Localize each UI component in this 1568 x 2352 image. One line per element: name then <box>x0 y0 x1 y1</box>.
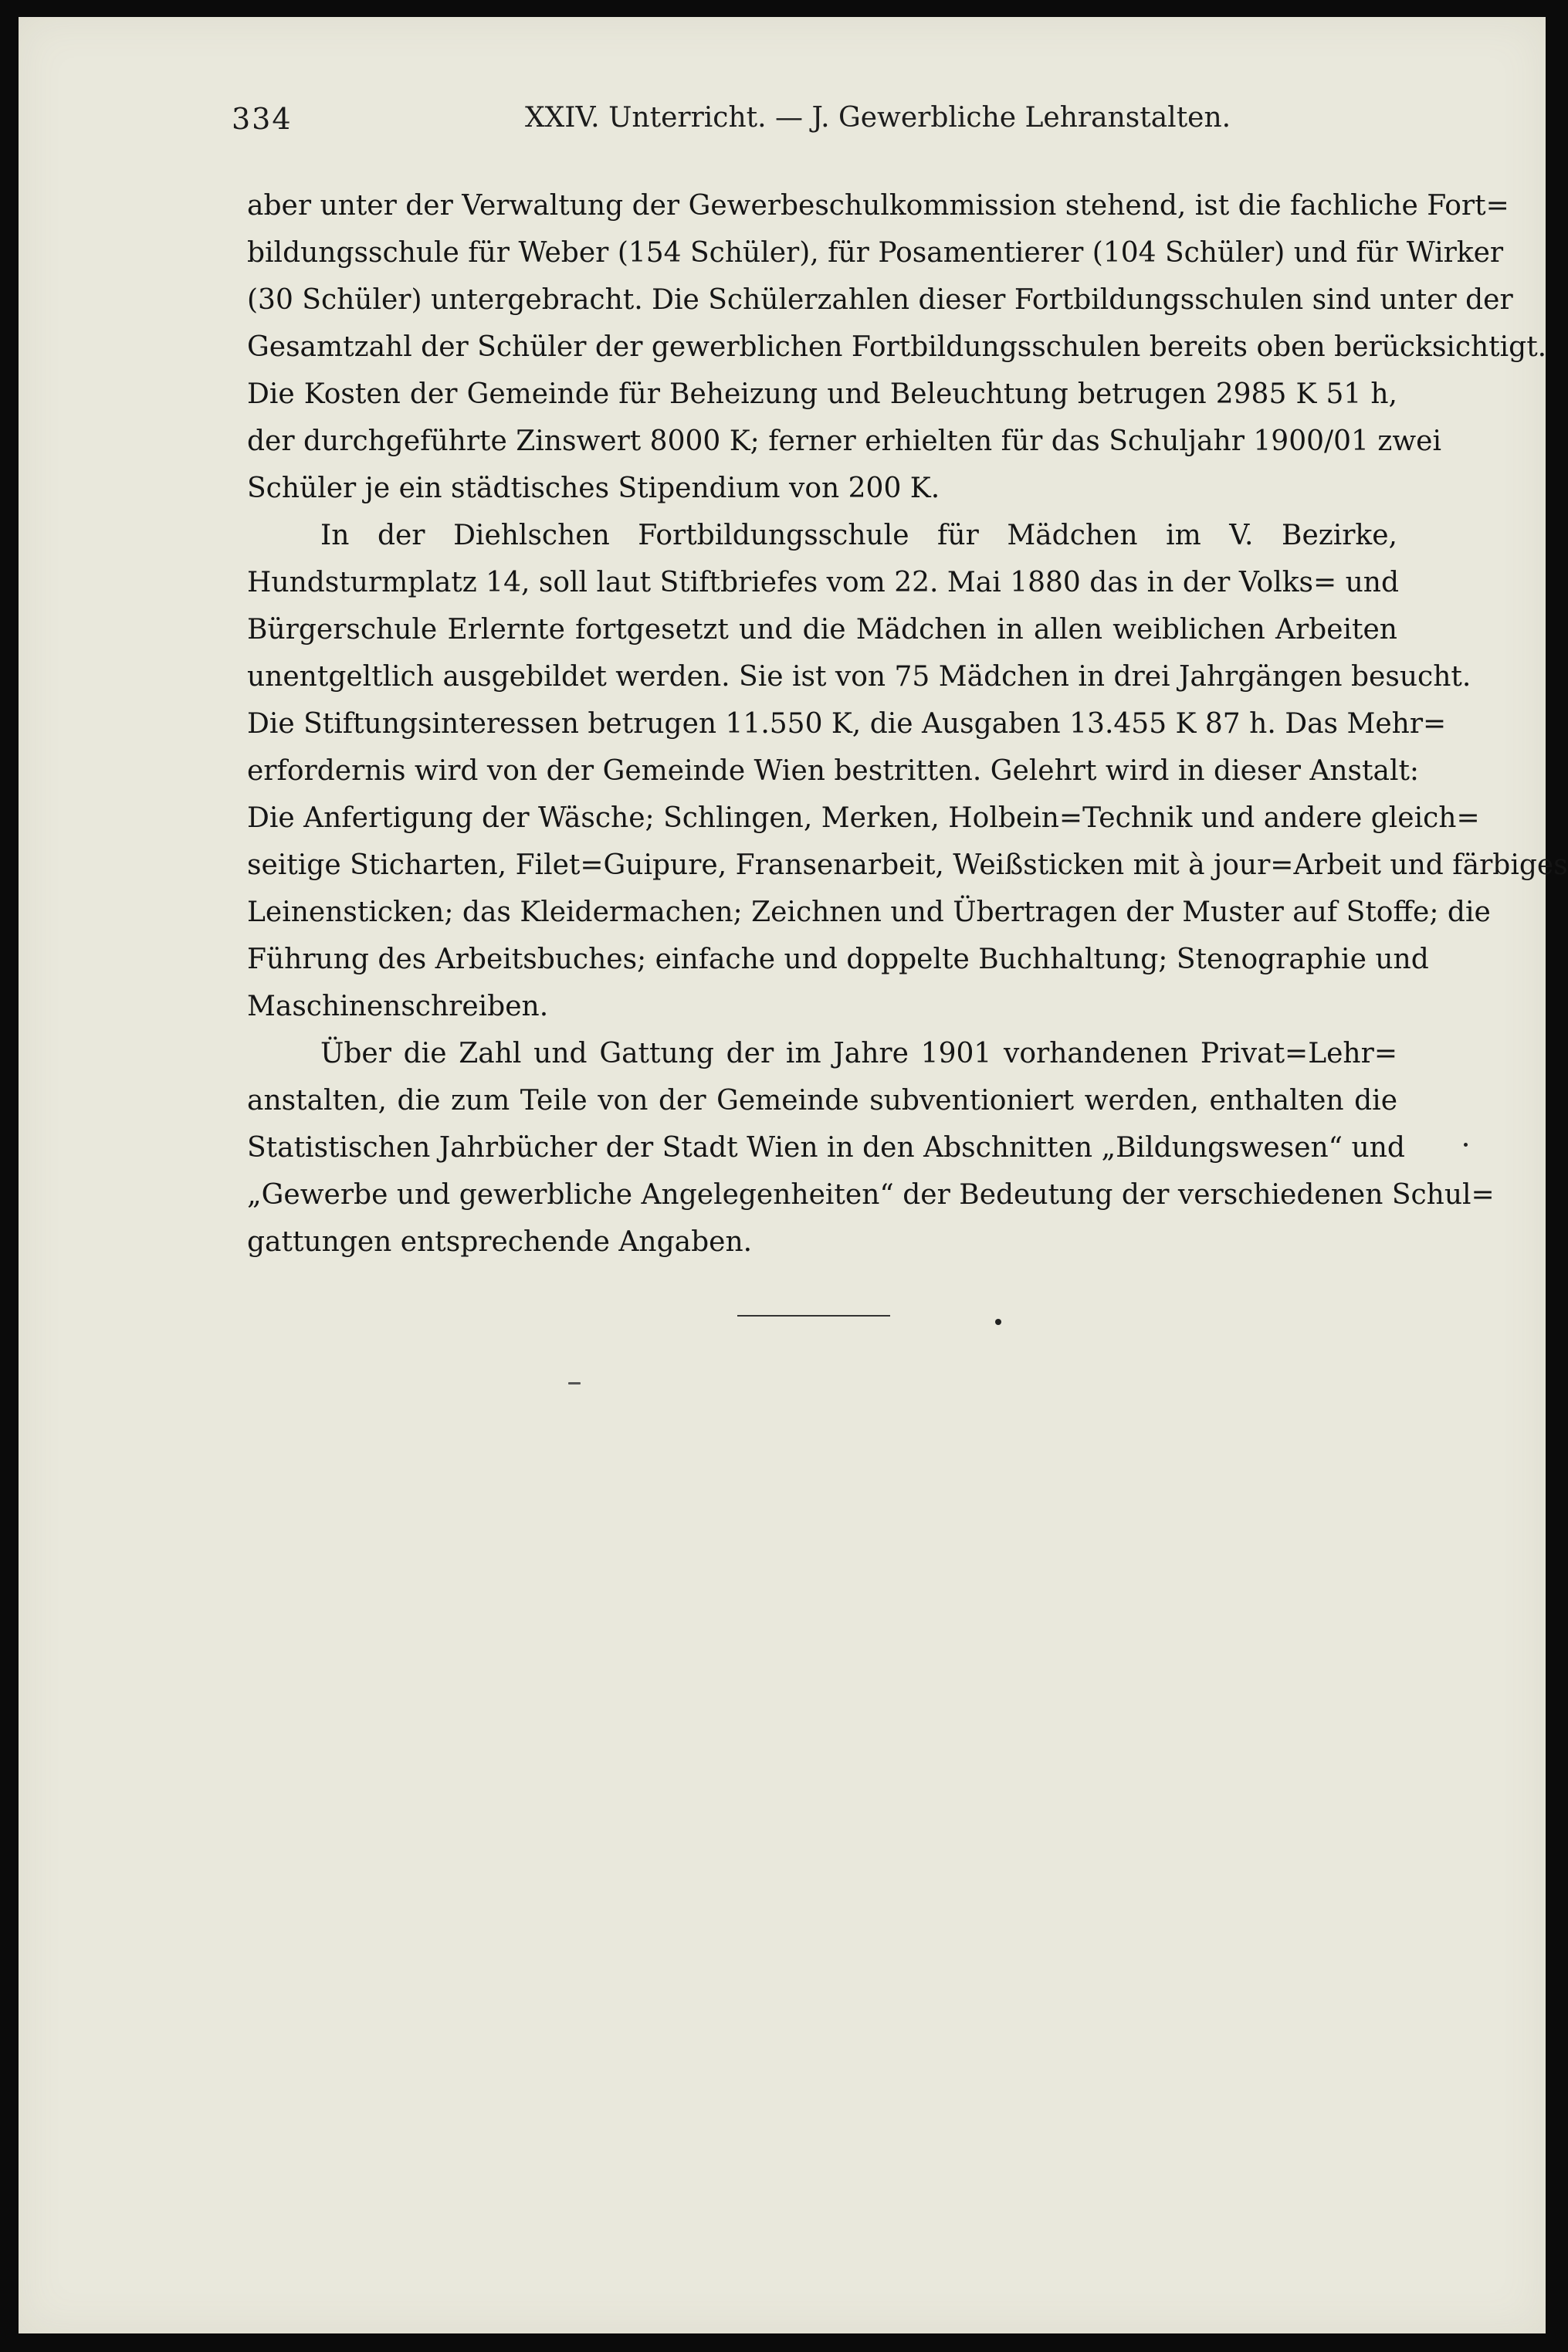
page-number: 334 <box>232 102 293 136</box>
text-line: Die Anfertigung der Wäsche; Schlingen, Merken, Holbein=Technik und andere gleich= <box>247 802 1480 834</box>
text-line: aber unter der Verwaltung der Gewerbeschulkommission stehend, ist die fachliche Fort= <box>247 190 1509 222</box>
text-line: Die Stiftungsinteressen betrugen 11.550 K, die Ausgaben 13.455 K 87 h. Das Mehr= <box>247 708 1447 740</box>
text-line: seitige Sticharten, Filet=Guipure, Fransenarbeit, Weißsticken mit à jour=Arbeit und färbiges <box>247 849 1568 881</box>
text-line: Über die Zahl und Gattung der im Jahre 1901 vorhandenen Privat=Lehr= <box>320 1038 1397 1069</box>
running-head <box>232 102 1436 148</box>
text-line: Leinensticken; das Kleidermachen; Zeichnen und Übertragen der Muster auf Stoffe; die <box>247 896 1491 928</box>
text-line: anstalten, die zum Teile von der Gemeinde subventioniert werden, enthalten die <box>247 1085 1397 1117</box>
text-line: In der Diehlschen Fortbildungsschule für Mädchen im V. Bezirke, <box>320 520 1397 551</box>
text-line: Schüler je ein städtisches Stipendium von 200 K. <box>247 473 940 504</box>
text-line: Maschinenschreiben. <box>247 991 549 1022</box>
separator-rule <box>737 1315 890 1317</box>
text-line: Gesamtzahl der Schüler der gewerblichen Fortbildungsschulen bereits oben berücksichtigt. <box>247 331 1547 363</box>
text-line: der durchgeführte Zinswert 8000 K; ferner erhielten für das Schuljahr 1900/01 zwei <box>247 425 1441 457</box>
text-line: erfordernis wird von der Gemeinde Wien bestritten. Gelehrt wird in dieser Anstalt: <box>247 755 1420 787</box>
ink-speck <box>1464 1143 1468 1147</box>
text-line: gattungen entsprechende Angaben. <box>247 1226 753 1258</box>
running-title: XXIV. Unterricht. — J. Gewerbliche Lehranstalten. <box>525 102 1231 134</box>
body-text <box>247 182 1568 1266</box>
ink-speck <box>995 1319 1001 1325</box>
text-line: unentgeltlich ausgebildet werden. Sie ist von 75 Mädchen in drei Jahrgängen besucht. <box>247 661 1471 693</box>
text-line: (30 Schüler) untergebracht. Die Schülerzahlen dieser Fortbildungsschulen sind unter der <box>247 284 1513 316</box>
ink-speck <box>568 1382 581 1384</box>
text-line: bildungsschule für Weber (154 Schüler), für Posamentierer (104 Schüler) und für Wirker <box>247 237 1504 269</box>
text-line: Die Kosten der Gemeinde für Beheizung und Beleuchtung betrugen 2985 K 51 h, <box>247 378 1397 410</box>
text-line: „Gewerbe und gewerbliche Angelegenheiten“ der Bedeutung der verschiedenen Schul= <box>247 1179 1495 1211</box>
text-line: Führung des Arbeitsbuches; einfache und doppelte Buchhaltung; Stenographie und <box>247 944 1429 975</box>
text-line: Hundsturmplatz 14, soll laut Stiftbriefes vom 22. Mai 1880 das in der Volks= und <box>247 567 1400 598</box>
text-line: Statistischen Jahrbücher der Stadt Wien in den Abschnitten „Bildungswesen“ und <box>247 1132 1405 1164</box>
text-line: Bürgerschule Erlernte fortgesetzt und die Mädchen in allen weiblichen Arbeiten <box>247 614 1397 646</box>
